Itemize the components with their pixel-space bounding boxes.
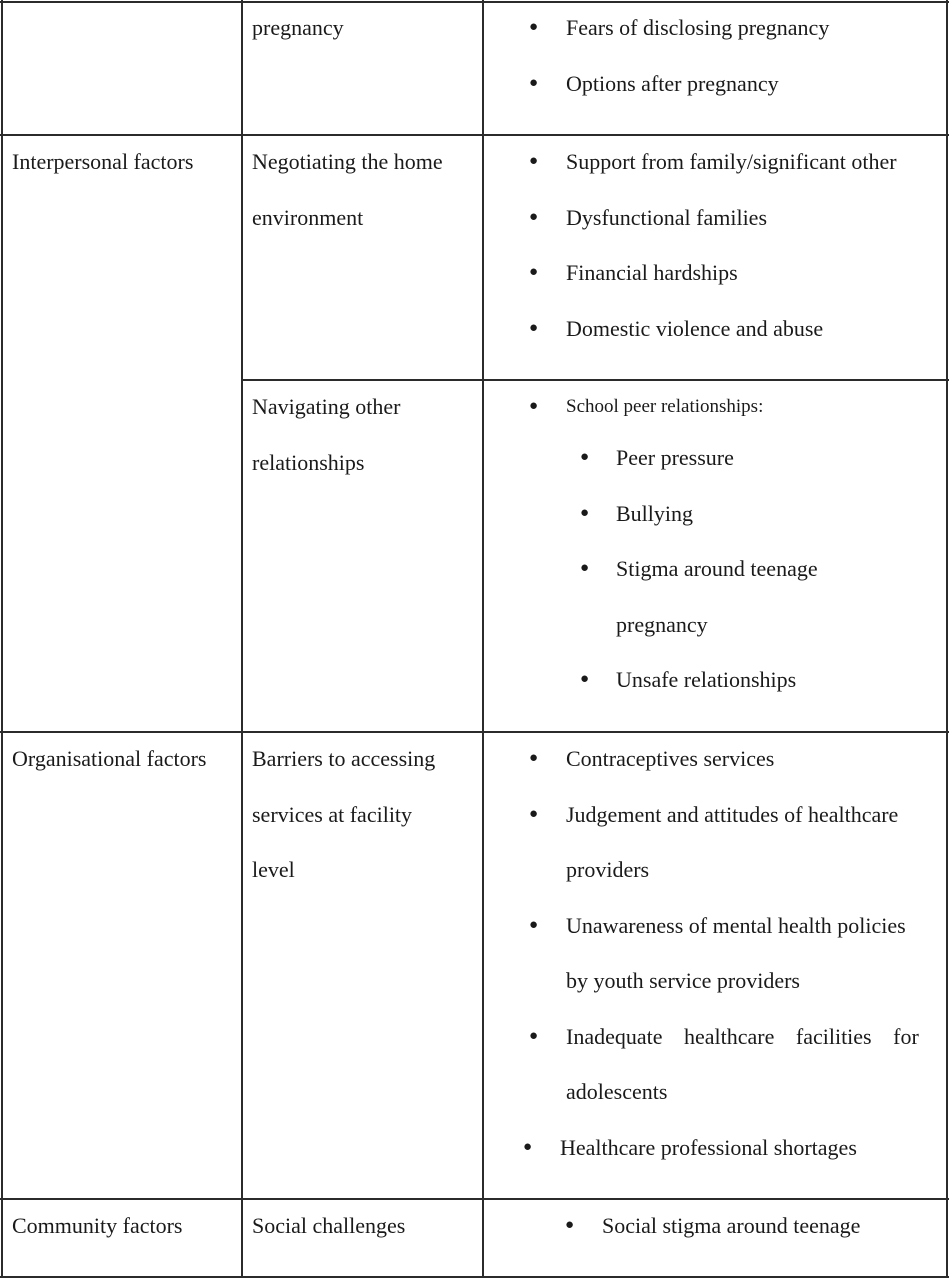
list-item: Domestic violence and abuse [566,315,824,341]
list-item: Support from family/significant other [566,149,897,174]
theme-cell: services at facility [252,801,413,827]
sub-list-item: Peer pressure [616,445,734,470]
list-item: Healthcare professional shortages [560,1134,857,1160]
bullet-icon: ● [580,504,590,521]
theme-cell: Navigating other [252,394,401,419]
factor-cell: Community factors [12,1213,183,1238]
bullet-icon: ● [565,1217,575,1233]
bullet-icon: ● [529,74,539,91]
sub-list-item: Unsafe relationships [616,667,797,692]
bullet-icon: ● [529,805,539,822]
bullet-icon: ● [529,398,539,414]
bullet-icon: ● [580,560,590,576]
column-divider-1 [241,0,243,1278]
factor-cell: Organisational factors [12,746,207,771]
list-item: Judgement and attitudes of healthcare [566,801,899,827]
list-item: Fears of disclosing pregnancy [566,15,830,40]
theme-cell: level [252,857,295,882]
bullet-icon: ● [529,916,539,933]
table-border-right [946,0,948,1278]
bullet-icon: ● [529,750,539,766]
theme-cell: relationships [252,449,365,475]
bullet-icon: ● [529,264,539,280]
list-item: Inadequate healthcare facilities for [566,1023,919,1049]
bullet-icon: ● [580,671,590,687]
list-item: Contraceptives services [566,746,775,771]
list-item: Options after pregnancy [566,70,779,96]
bullet-icon: ● [529,19,539,35]
bullet-icon: ● [529,319,539,336]
bullet-icon: ● [580,449,590,465]
list-item: Dysfunctional families [566,204,768,230]
table-border-left [1,0,3,1278]
sub-list-item: Bullying [616,500,694,526]
list-item-continued: providers [566,857,650,882]
bullet-icon: ● [529,1027,539,1044]
theme-cell: environment [252,204,364,230]
list-item-continued: adolescents [566,1079,668,1104]
sub-list-item-continued: pregnancy [616,611,708,637]
column-divider-2 [482,0,484,1278]
theme-cell: Barriers to accessing [252,746,436,771]
table-border-bottom [0,1276,949,1278]
list-item-continued: by youth service providers [566,968,800,993]
list-item: Social stigma around teenage [602,1213,861,1238]
factor-cell: Interpersonal factors [12,149,194,174]
list-item: School peer relationships: [566,396,764,417]
bullet-icon: ● [523,1138,533,1155]
theme-cell: Negotiating the home [252,149,443,174]
list-item: Financial hardships [566,260,738,285]
theme-cell: Social challenges [252,1213,406,1238]
sub-list-item: Stigma around teenage [616,556,818,581]
theme-cell: pregnancy [252,15,344,40]
list-item: Unawareness of mental health policies [566,912,906,938]
bullet-icon: ● [529,153,539,169]
bullet-icon: ● [529,208,539,225]
